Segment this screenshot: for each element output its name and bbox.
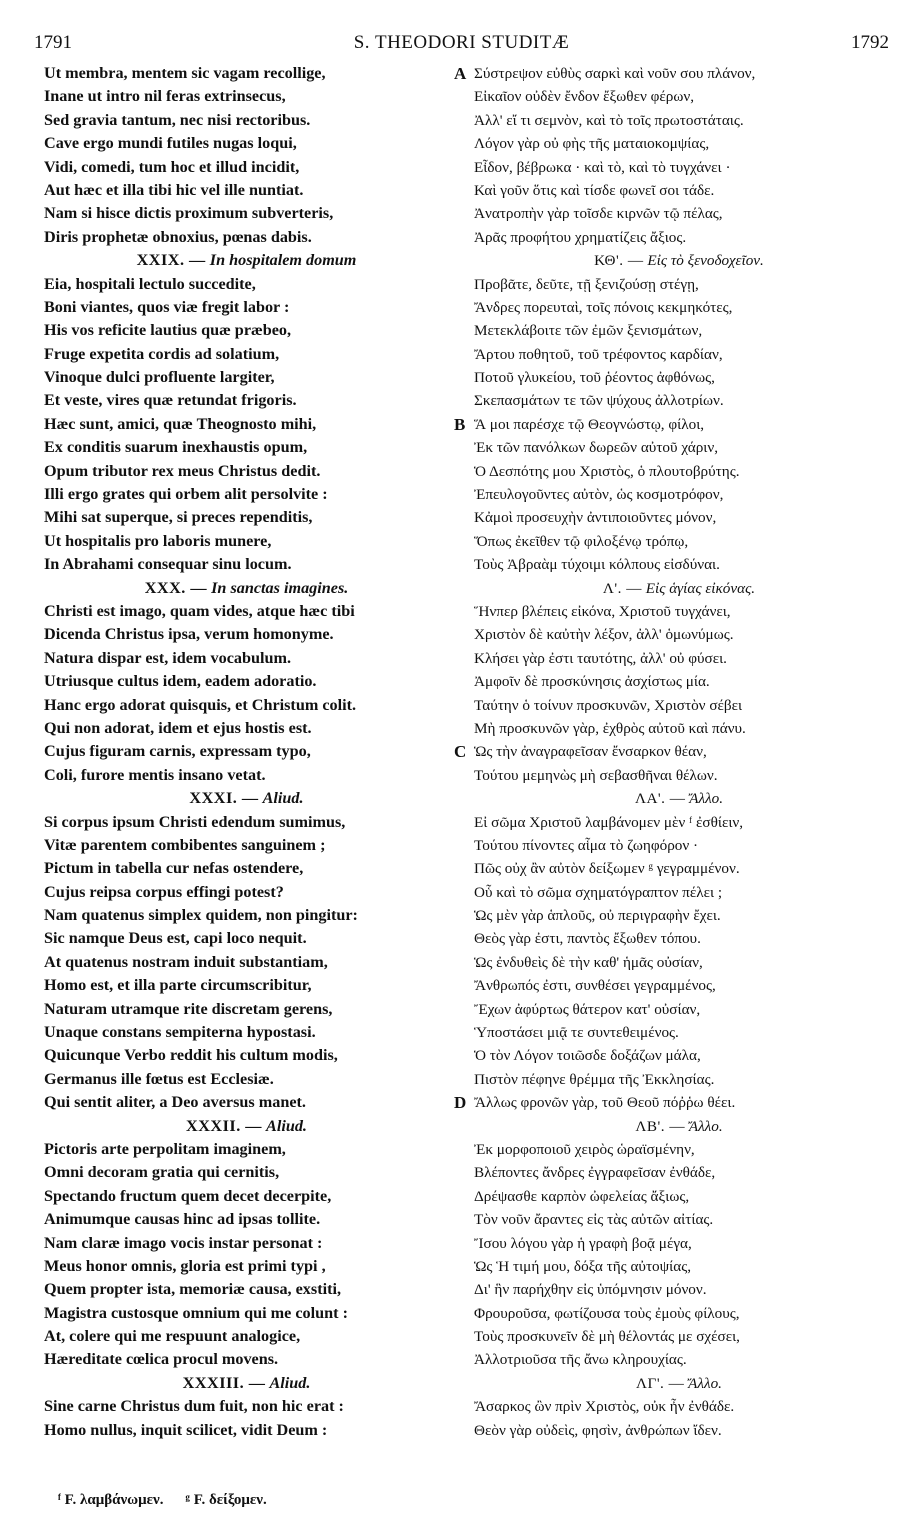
verse-text: Τούτου πίνοντες αἷμα τὸ ζωηφόρον ·: [474, 836, 699, 854]
poem-heading: [474, 1372, 884, 1395]
verse-text: Ὡς ἐνδυθεὶς δὲ τὴν καθ' ἡμᾶς οὐσίαν,: [474, 953, 703, 971]
verse-text: Homo est, et illa parte circumscribitur,: [44, 976, 312, 995]
verse-line: [44, 85, 449, 108]
verse-text: Ἔχων ἀφύρτως θάτερον κατ' οὐσίαν,: [474, 1000, 701, 1018]
verse-line: [44, 202, 449, 225]
verse-text: Boni viantes, quos viæ fregit labor :: [44, 297, 290, 316]
verse-text: Pictoris arte perpolitam imaginem,: [44, 1139, 286, 1158]
verse-text: Qui non adorat, idem et ejus hostis est.: [44, 718, 312, 737]
verse-text: Aut hæc et illa tibi hic vel ille nuntiat.: [44, 180, 304, 199]
verse-line: [474, 436, 884, 459]
verse-line: [44, 1044, 449, 1067]
page-number-left: 1791: [34, 32, 72, 53]
verse-text: Οὗ καὶ τὸ σῶμα σχηματόγραπτον πέλει ;: [474, 883, 723, 901]
verse-line: [44, 296, 449, 319]
poem-number: XXIX. —: [136, 251, 206, 270]
verse-line: [474, 530, 884, 553]
verse-text: Christi est imago, quam vides, atque hæc tibi: [44, 601, 355, 620]
verse-line: [474, 179, 884, 202]
verse-line: [474, 1185, 884, 1208]
verse-text: Cujus figuram carnis, expressam typo,: [44, 742, 311, 761]
verse-line: [474, 202, 884, 225]
verse-line: [44, 857, 449, 880]
verse-text: Ὡς μὲν γὰρ ἁπλοῦς, οὐ περιγραφὴν ἔχει.: [474, 907, 721, 925]
verse-text: Τὸν νοῦν ἄραντες εἰς τὰς αὐτῶν αἰτίας.: [474, 1211, 714, 1229]
verse-text: Omni decoram gratia qui cernitis,: [44, 1163, 280, 1182]
verse-text: Et veste, vires quæ retundat frigoris.: [44, 391, 297, 410]
poem-title: Aliud.: [262, 789, 304, 808]
verse-line: [44, 273, 449, 296]
verse-line: [474, 483, 884, 506]
verse-text: Ἴσου λόγου γὰρ ἡ γραφὴ βοᾷ μέγα,: [474, 1234, 692, 1252]
verse-line: [44, 109, 449, 132]
verse-line: [474, 1255, 884, 1278]
verse-line: [44, 156, 449, 179]
verse-text: Κἀμοὶ προσευχὴν ἀντιποιοῦντες μόνον,: [474, 509, 717, 527]
verse-text: Μὴ προσκυνῶν γὰρ, ἐχθρὸς αὐτοῦ καὶ πάνυ.: [474, 719, 746, 737]
verse-text: Ἀλλοτριοῦσα τῆς ἄνω κληρουχίας.: [474, 1351, 687, 1369]
verse-line: [474, 881, 884, 904]
verse-line: [474, 1208, 884, 1231]
verse-text: Μετεκλάβοιτε τῶν ἐμῶν ξενισμάτων,: [474, 322, 703, 340]
verse-line: [454, 1091, 884, 1114]
verse-text: Λόγον γὰρ οὐ φὴς τῆς ματαιοκομψίας,: [474, 135, 710, 153]
verse-text: Τοὺς προσκυνεῖν δὲ μὴ θέλοντάς με σχέσει,: [474, 1328, 740, 1346]
verse-text: Spectando fructum quem decet decerpite,: [44, 1186, 332, 1205]
verse-text: Τούτου μεμηνὼς μὴ σεβασθῆναι θέλων.: [474, 766, 718, 784]
page-number-right: 1792: [851, 32, 889, 53]
poem-heading: [474, 1115, 884, 1138]
verse-text: Inane ut intro nil feras extrinsecus,: [44, 87, 286, 106]
verse-text: Ἀνατροπὴν γὰρ τοῖσδε κιρνῶν τῷ πέλας,: [474, 205, 723, 223]
section-marker: C: [454, 742, 467, 762]
poem-number: XXXIII. —: [182, 1373, 266, 1392]
verse-line: [44, 647, 449, 670]
verse-line: [44, 1348, 449, 1371]
verse-text: Coli, furore mentis insano vetat.: [44, 765, 266, 784]
verse-text: Ἐκ μορφοποιοῦ χειρὸς ὡραϊσμένην,: [474, 1140, 695, 1158]
verse-line: [474, 1138, 884, 1161]
greek-column: [454, 62, 884, 1442]
verse-text: Mihi sat superque, si preces rependitis,: [44, 508, 313, 527]
verse-text: Καὶ γοῦν ὅτις καὶ τίσδε φωνεῖ σοι τάδε.: [474, 181, 715, 199]
verse-text: Ἥνπερ βλέπεις εἰκόνα, Χριστοῦ τυγχάνει,: [474, 602, 731, 620]
verse-line: [44, 506, 449, 529]
poem-heading: [474, 249, 884, 272]
poem-number: ΛΑ'. —: [634, 790, 686, 808]
verse-text: Θεὸς γὰρ ἐστι, παντὸς ἔξωθεν τόπου.: [474, 930, 701, 948]
verse-line: [44, 226, 449, 249]
verse-line: [44, 623, 449, 646]
poem-heading: [44, 249, 449, 272]
poem-heading: [474, 787, 884, 810]
poem-heading: [474, 577, 884, 600]
verse-line: [474, 553, 884, 576]
verse-text: Dicenda Christus ipsa, verum homonyme.: [44, 625, 334, 644]
verse-text: Vitæ parentem combibentes sanguinem ;: [44, 835, 326, 854]
verse-text: Natura dispar est, idem vocabulum.: [44, 648, 292, 667]
verse-text: Unaque constans sempiterna hypostasi.: [44, 1023, 316, 1042]
verse-line: [44, 530, 449, 553]
verse-text: Ἀλλ' εἴ τι σεμνὸν, καὶ τὸ τοῖς πρωτοστάταις.: [474, 111, 744, 129]
footnotes: [58, 1492, 289, 1509]
verse-text: Κλήσει γὰρ ἐστι ταυτότης, ἀλλ' οὐ φύσει.: [474, 649, 727, 667]
verse-line: [474, 998, 884, 1021]
verse-line: [474, 343, 884, 366]
verse-line: [474, 1068, 884, 1091]
section-marker: D: [454, 1093, 467, 1113]
verse-text: Ut membra, mentem sic vagam recollige,: [44, 64, 326, 82]
verse-text: Ὁ τὸν Λόγον τοιῶσδε δοξάζων μάλα,: [474, 1047, 701, 1065]
verse-line: [44, 1185, 449, 1208]
verse-line: [44, 483, 449, 506]
verse-line: [44, 998, 449, 1021]
verse-text: Utriusque cultus idem, eadem adoratio.: [44, 672, 317, 691]
verse-line: [44, 553, 449, 576]
verse-line: [474, 1325, 884, 1348]
verse-line: [44, 1278, 449, 1301]
verse-text: Homo nullus, inquit scilicet, vidit Deum :: [44, 1420, 328, 1439]
verse-line: [474, 717, 884, 740]
verse-text: Ὁ Δεσπότης μου Χριστὸς, ὁ πλουτοβρύτης.: [474, 462, 740, 480]
verse-line: [44, 927, 449, 950]
verse-line: [474, 694, 884, 717]
verse-line: [44, 1091, 449, 1114]
verse-line: [44, 413, 449, 436]
verse-line: [44, 1021, 449, 1044]
verse-line: [474, 1161, 884, 1184]
verse-text: Βλέποντες ἄνδρες ἐγγραφεῖσαν ἐνθάδε,: [474, 1164, 716, 1182]
poem-title: Aliud.: [266, 1116, 307, 1135]
verse-text: Hæreditate cœlica procul movens.: [44, 1350, 279, 1369]
verse-line: [44, 974, 449, 997]
verse-line: [474, 834, 884, 857]
verse-line: [474, 1232, 884, 1255]
verse-text: Nam si hisce dictis proximum subverteris,: [44, 204, 334, 223]
poem-heading: [44, 787, 449, 810]
verse-line: [454, 740, 884, 763]
verse-text: Ποτοῦ γλυκείου, τοῦ ῥέοντος ἀφθόνως,: [474, 369, 715, 387]
verse-line: [44, 881, 449, 904]
verse-line: [44, 62, 449, 85]
verse-line: [44, 670, 449, 693]
verse-text: Qui sentit aliter, a Deo aversus manet.: [44, 1093, 306, 1112]
verse-text: Εἰ σῶμα Χριστοῦ λαμβάνομεν μὲν ᶠ ἐσθίειν,: [474, 813, 744, 831]
poem-title: Aliud.: [269, 1373, 311, 1392]
verse-text: Vinoque dulci profluente largiter,: [44, 368, 275, 387]
verse-line: [474, 904, 884, 927]
verse-line: [474, 1044, 884, 1067]
verse-text: Eia, hospitali lectulo succedite,: [44, 274, 256, 293]
verse-line: [474, 1302, 884, 1325]
verse-text: Δι' ἣν παρήχθην εἰς ὑπόμνησιν μόνον.: [474, 1281, 707, 1299]
verse-text: Ἀμφοῖν δὲ προσκύνησις ἀσχίστως μία.: [474, 673, 710, 691]
poem-title: Εἰς τὸ ξενοδοχεῖον.: [647, 252, 764, 270]
verse-line: [44, 694, 449, 717]
verse-text: At quatenus nostram induit substantiam,: [44, 952, 328, 971]
verse-text: Nam claræ imago vocis instar personat :: [44, 1233, 323, 1252]
verse-text: Cujus reipsa corpus effingi potest?: [44, 882, 284, 901]
verse-text: Nam quatenus simplex quidem, non pingitur:: [44, 906, 358, 925]
verse-line: [454, 413, 884, 436]
verse-line: [44, 1302, 449, 1325]
verse-text: Χριστὸν δὲ καὐτὴν λέξον, ἀλλ' ὁμωνύμως.: [474, 626, 734, 644]
verse-line: [474, 1348, 884, 1371]
verse-line: [474, 623, 884, 646]
verse-text: Ταύτην ὁ τοίνυν προσκυνῶν, Χριστὸν σέβει: [474, 696, 743, 714]
verse-line: [44, 717, 449, 740]
poem-number: ΚΘ'. —: [594, 252, 644, 270]
poem-heading: [44, 1372, 449, 1395]
section-marker: B: [454, 414, 466, 434]
verse-line: [44, 1138, 449, 1161]
verse-line: [474, 647, 884, 670]
verse-text: Ἄνδρες πορευταὶ, τοῖς πόνοις κεκμηκότες,: [474, 298, 733, 316]
verse-line: [44, 904, 449, 927]
verse-line: [474, 1278, 884, 1301]
verse-text: Sine carne Christus dum fuit, non hic erat :: [44, 1397, 344, 1416]
verse-text: Diris prophetæ obnoxius, pœnas dabis.: [44, 227, 312, 246]
verse-line: [474, 1395, 884, 1418]
verse-line: [44, 764, 449, 787]
verse-text: At, colere qui me respuunt analogice,: [44, 1327, 301, 1346]
verse-text: Sed gravia tantum, nec nisi rectoribus.: [44, 110, 311, 129]
verse-text: Hanc ergo adorat quisquis, et Christum colit.: [44, 695, 357, 714]
verse-text: Ὅπως ἐκεῖθεν τῷ φιλοξένῳ τρόπῳ,: [474, 532, 689, 550]
verse-line: [44, 1068, 449, 1091]
verse-line: [474, 460, 884, 483]
verse-text: Σκεπασμάτων τε τῶν ψύχους ἀλλοτρίων.: [474, 392, 724, 410]
verse-line: [474, 927, 884, 950]
verse-text: Pictum in tabella cur nefas ostendere,: [44, 859, 304, 878]
verse-text: Προβᾶτε, δεῦτε, τῇ ξενιζούσῃ στέγῃ,: [474, 275, 699, 293]
verse-line: [44, 179, 449, 202]
verse-line: [474, 857, 884, 880]
verse-text: Ὑποστάσει μιᾷ τε συντεθειμένος.: [474, 1024, 679, 1042]
poem-heading: [44, 577, 449, 600]
poem-heading: [44, 1115, 449, 1138]
poem-title: In sanctas imagines.: [211, 578, 349, 597]
verse-text: Πῶς οὐχ ἂν αὐτὸν δείξωμεν ᵍ γεγραμμένον.: [474, 860, 740, 878]
verse-text: Illi ergo grates qui orbem alit persolvite :: [44, 485, 328, 504]
verse-text: Fruge expetita cordis ad solatium,: [44, 344, 280, 363]
verse-line: [474, 85, 884, 108]
verse-line: [474, 109, 884, 132]
running-title: S. THEODORI STUDITÆ: [353, 32, 570, 53]
verse-text: Εἶδον, βέβρωκα · καὶ τὸ, καὶ τὸ τυγχάνει ·: [474, 158, 731, 176]
verse-line: [44, 436, 449, 459]
page-header: [34, 32, 889, 60]
verse-text: Ἄλλως φρονῶν γὰρ, τοῦ Θεοῦ πόῤῥω θέει.: [474, 1094, 736, 1112]
verse-line: [474, 273, 884, 296]
verse-text: Τοὺς Ἀβραὰμ τύχοιμι κόλπους εἰσδύναι.: [474, 556, 720, 574]
verse-text: In Abrahami consequar sinu locum.: [44, 555, 292, 574]
poem-number: Λ'. —: [602, 579, 642, 597]
verse-text: Animumque causas hinc ad ipsas tollite.: [44, 1210, 321, 1229]
poem-title: In hospitalem domum: [209, 251, 357, 270]
verse-line: [474, 296, 884, 319]
verse-text: Εἰκαῖον οὐδὲν ἔνδον ἔξωθεν φέρων,: [474, 88, 694, 106]
verse-line: [474, 156, 884, 179]
verse-text: Ex conditis suarum inexhaustis opum,: [44, 438, 308, 457]
verse-text: Germanus ille fœtus est Ecclesiæ.: [44, 1069, 274, 1088]
verse-line: [44, 1208, 449, 1231]
verse-text: Quicunque Verbo reddit his cultum modis,: [44, 1046, 338, 1065]
verse-line: [44, 951, 449, 974]
verse-line: [44, 389, 449, 412]
verse-line: [474, 670, 884, 693]
verse-text: Φρουροῦσα, φωτίζουσα τοὺς ἐμοὺς φίλους,: [474, 1304, 740, 1322]
verse-line: [454, 62, 884, 85]
poem-number: XXXI. —: [189, 789, 259, 808]
verse-text: Θεὸν γὰρ οὐδεὶς, φησὶν, ἀνθρώπων ἴδεν.: [474, 1421, 722, 1439]
verse-text: Ἀρᾶς προφήτου χρηματίζεις ἄξιος.: [474, 228, 687, 246]
verse-line: [474, 226, 884, 249]
verse-text: Ἄσαρκος ὢν πρὶν Χριστὸς, οὐκ ἦν ἐνθάδε.: [474, 1398, 735, 1416]
verse-text: Ἄρτου ποθητοῦ, τοῦ τρέφοντος καρδίαν,: [474, 345, 723, 363]
verse-line: [44, 811, 449, 834]
poem-title: Εἰς ἁγίας εἰκόνας.: [645, 579, 756, 597]
latin-column: [44, 62, 449, 1442]
verse-line: [44, 834, 449, 857]
verse-line: [474, 811, 884, 834]
verse-line: [474, 1021, 884, 1044]
verse-text: Meus honor omnis, gloria est primi typi ,: [44, 1256, 326, 1275]
verse-line: [474, 600, 884, 623]
verse-line: [474, 132, 884, 155]
verse-line: [474, 506, 884, 529]
verse-text: Ὡς Ἡ τιμή μου, δόξα τῆς αὐτοψίας,: [474, 1257, 692, 1275]
verse-line: [44, 1255, 449, 1278]
verse-line: [44, 460, 449, 483]
verse-line: [44, 319, 449, 342]
poem-number: ΛΒ'. —: [635, 1117, 686, 1135]
verse-text: His vos reficite lautius quæ præbeo,: [44, 321, 292, 340]
verse-text: Si corpus ipsum Christi edendum sumimus,: [44, 812, 346, 831]
verse-line: [474, 974, 884, 997]
verse-line: [44, 1325, 449, 1348]
poem-title: Ἄλλο.: [689, 790, 724, 808]
verse-line: [474, 389, 884, 412]
verse-text: Naturam utramque rite discretam gerens,: [44, 999, 333, 1018]
poem-number: ΛΓ'. —: [636, 1374, 685, 1392]
poem-title: Ἄλλο.: [688, 1117, 723, 1135]
verse-text: Ἐκ τῶν πανόλκων δωρεῶν αὐτοῦ χάριν,: [474, 439, 719, 457]
verse-text: Ὡς τὴν ἀναγραφεῖσαν ἔνσαρκον θέαν,: [474, 743, 707, 761]
verse-text: Πιστὸν πέφηνε θρέμμα τῆς Ἐκκλησίας.: [474, 1070, 715, 1088]
poem-title: Ἄλλο.: [688, 1374, 722, 1392]
verse-text: Ἄνθρωπός ἐστι, συνθέσει γεγραμμένος,: [474, 977, 716, 995]
verse-text: Hæc sunt, amici, quæ Theognosto mihi,: [44, 414, 317, 433]
poem-number: XXX. —: [144, 578, 208, 597]
verse-line: [44, 366, 449, 389]
verse-line: [44, 343, 449, 366]
verse-text: Ἐπευλογοῦντες αὐτὸν, ὡς κοσμοτρόφον,: [474, 486, 724, 504]
verse-text: Quem propter ista, memoriæ causa, exstiti,: [44, 1280, 342, 1299]
verse-line: [44, 1419, 449, 1442]
verse-text: Opum tributor rex meus Christus dedit.: [44, 461, 321, 480]
section-marker: A: [454, 64, 467, 83]
verse-text: Ut hospitalis pro laboris munere,: [44, 531, 272, 550]
footnote: ᵍ F. δείξομεν.: [185, 1492, 267, 1508]
verse-text: Magistra custosque omnium qui me colunt :: [44, 1303, 348, 1322]
verse-line: [474, 366, 884, 389]
verse-line: [474, 951, 884, 974]
verse-line: [44, 600, 449, 623]
verse-line: [44, 1161, 449, 1184]
poem-number: XXXII. —: [186, 1116, 262, 1135]
verse-line: [474, 764, 884, 787]
footnote: ᶠ F. λαμβάνωμεν.: [58, 1492, 164, 1508]
verse-text: Δρέψασθε καρπὸν ὠφελείας ἄξιως,: [474, 1187, 690, 1205]
verse-text: Cave ergo mundi futiles nugas loqui,: [44, 134, 297, 153]
verse-text: Ἅ μοι παρέσχε τῷ Θεογνώστῳ, φίλοι,: [474, 415, 705, 433]
verse-text: Σύστρεψον εὐθὺς σαρκὶ καὶ νοῦν σου πλάνον,: [474, 65, 756, 82]
verse-line: [44, 1395, 449, 1418]
verse-line: [44, 132, 449, 155]
verse-text: Sic namque Deus est, capi loco nequit.: [44, 929, 307, 948]
verse-line: [474, 1419, 884, 1442]
verse-line: [474, 319, 884, 342]
verse-line: [44, 1232, 449, 1255]
verse-text: Vidi, comedi, tum hoc et illud incidit,: [44, 157, 300, 176]
verse-line: [44, 740, 449, 763]
